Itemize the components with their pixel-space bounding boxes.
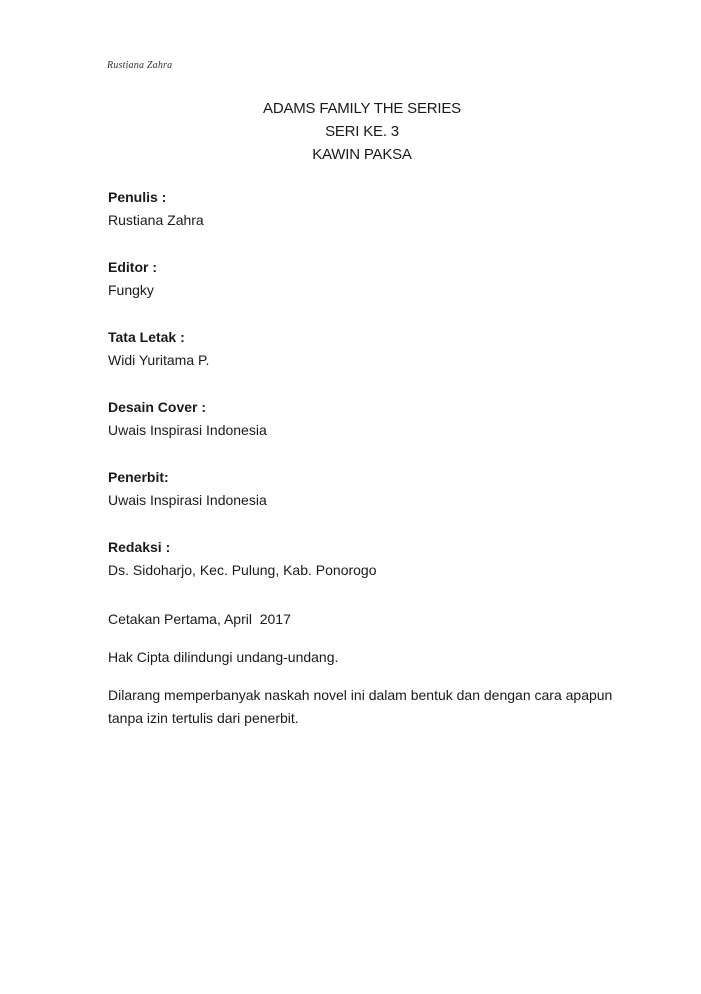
credit-label: Redaksi : xyxy=(108,539,171,555)
credit-value: Ds. Sidoharjo, Kec. Pulung, Kab. Ponorogo xyxy=(108,562,377,578)
credit-label: Editor : xyxy=(108,259,157,275)
credit-label: Penerbit: xyxy=(108,469,169,485)
credit-editor xyxy=(108,256,668,302)
credit-label: Penulis : xyxy=(108,189,167,205)
credit-value: Rustiana Zahra xyxy=(108,212,204,228)
credit-label: Tata Letak : xyxy=(108,329,185,345)
reproduction-warning: Dilarang memperbanyak naskah novel ini dalam bentuk dan dengan cara apapun tanpa izin tertulis dari penerbit. xyxy=(108,687,613,726)
edition-note: Cetakan Pertama, April 2017 xyxy=(108,611,291,627)
credit-value: Fungky xyxy=(108,282,154,298)
credit-desain-cover xyxy=(108,396,668,442)
credit-value: Widi Yuritama P. xyxy=(108,352,210,368)
book-title-line-2: SERI KE. 3 xyxy=(325,123,399,140)
header-author-signature: Rustiana Zahra xyxy=(107,60,173,71)
credits-list xyxy=(108,186,668,606)
credit-redaksi xyxy=(108,536,668,582)
credit-penerbit xyxy=(108,466,668,512)
credit-value: Uwais Inspirasi Indonesia xyxy=(108,422,267,438)
credit-label: Desain Cover : xyxy=(108,399,207,415)
credit-value: Uwais Inspirasi Indonesia xyxy=(108,492,267,508)
book-title-block xyxy=(0,97,701,166)
publication-notes xyxy=(108,608,668,745)
copyright-note: Hak Cipta dilindungi undang-undang. xyxy=(108,649,339,665)
credit-tata-letak xyxy=(108,326,668,372)
book-title-line-3: KAWIN PAKSA xyxy=(312,146,412,163)
credit-penulis xyxy=(108,186,668,232)
book-title-line-1: ADAMS FAMILY THE SERIES xyxy=(263,100,461,117)
